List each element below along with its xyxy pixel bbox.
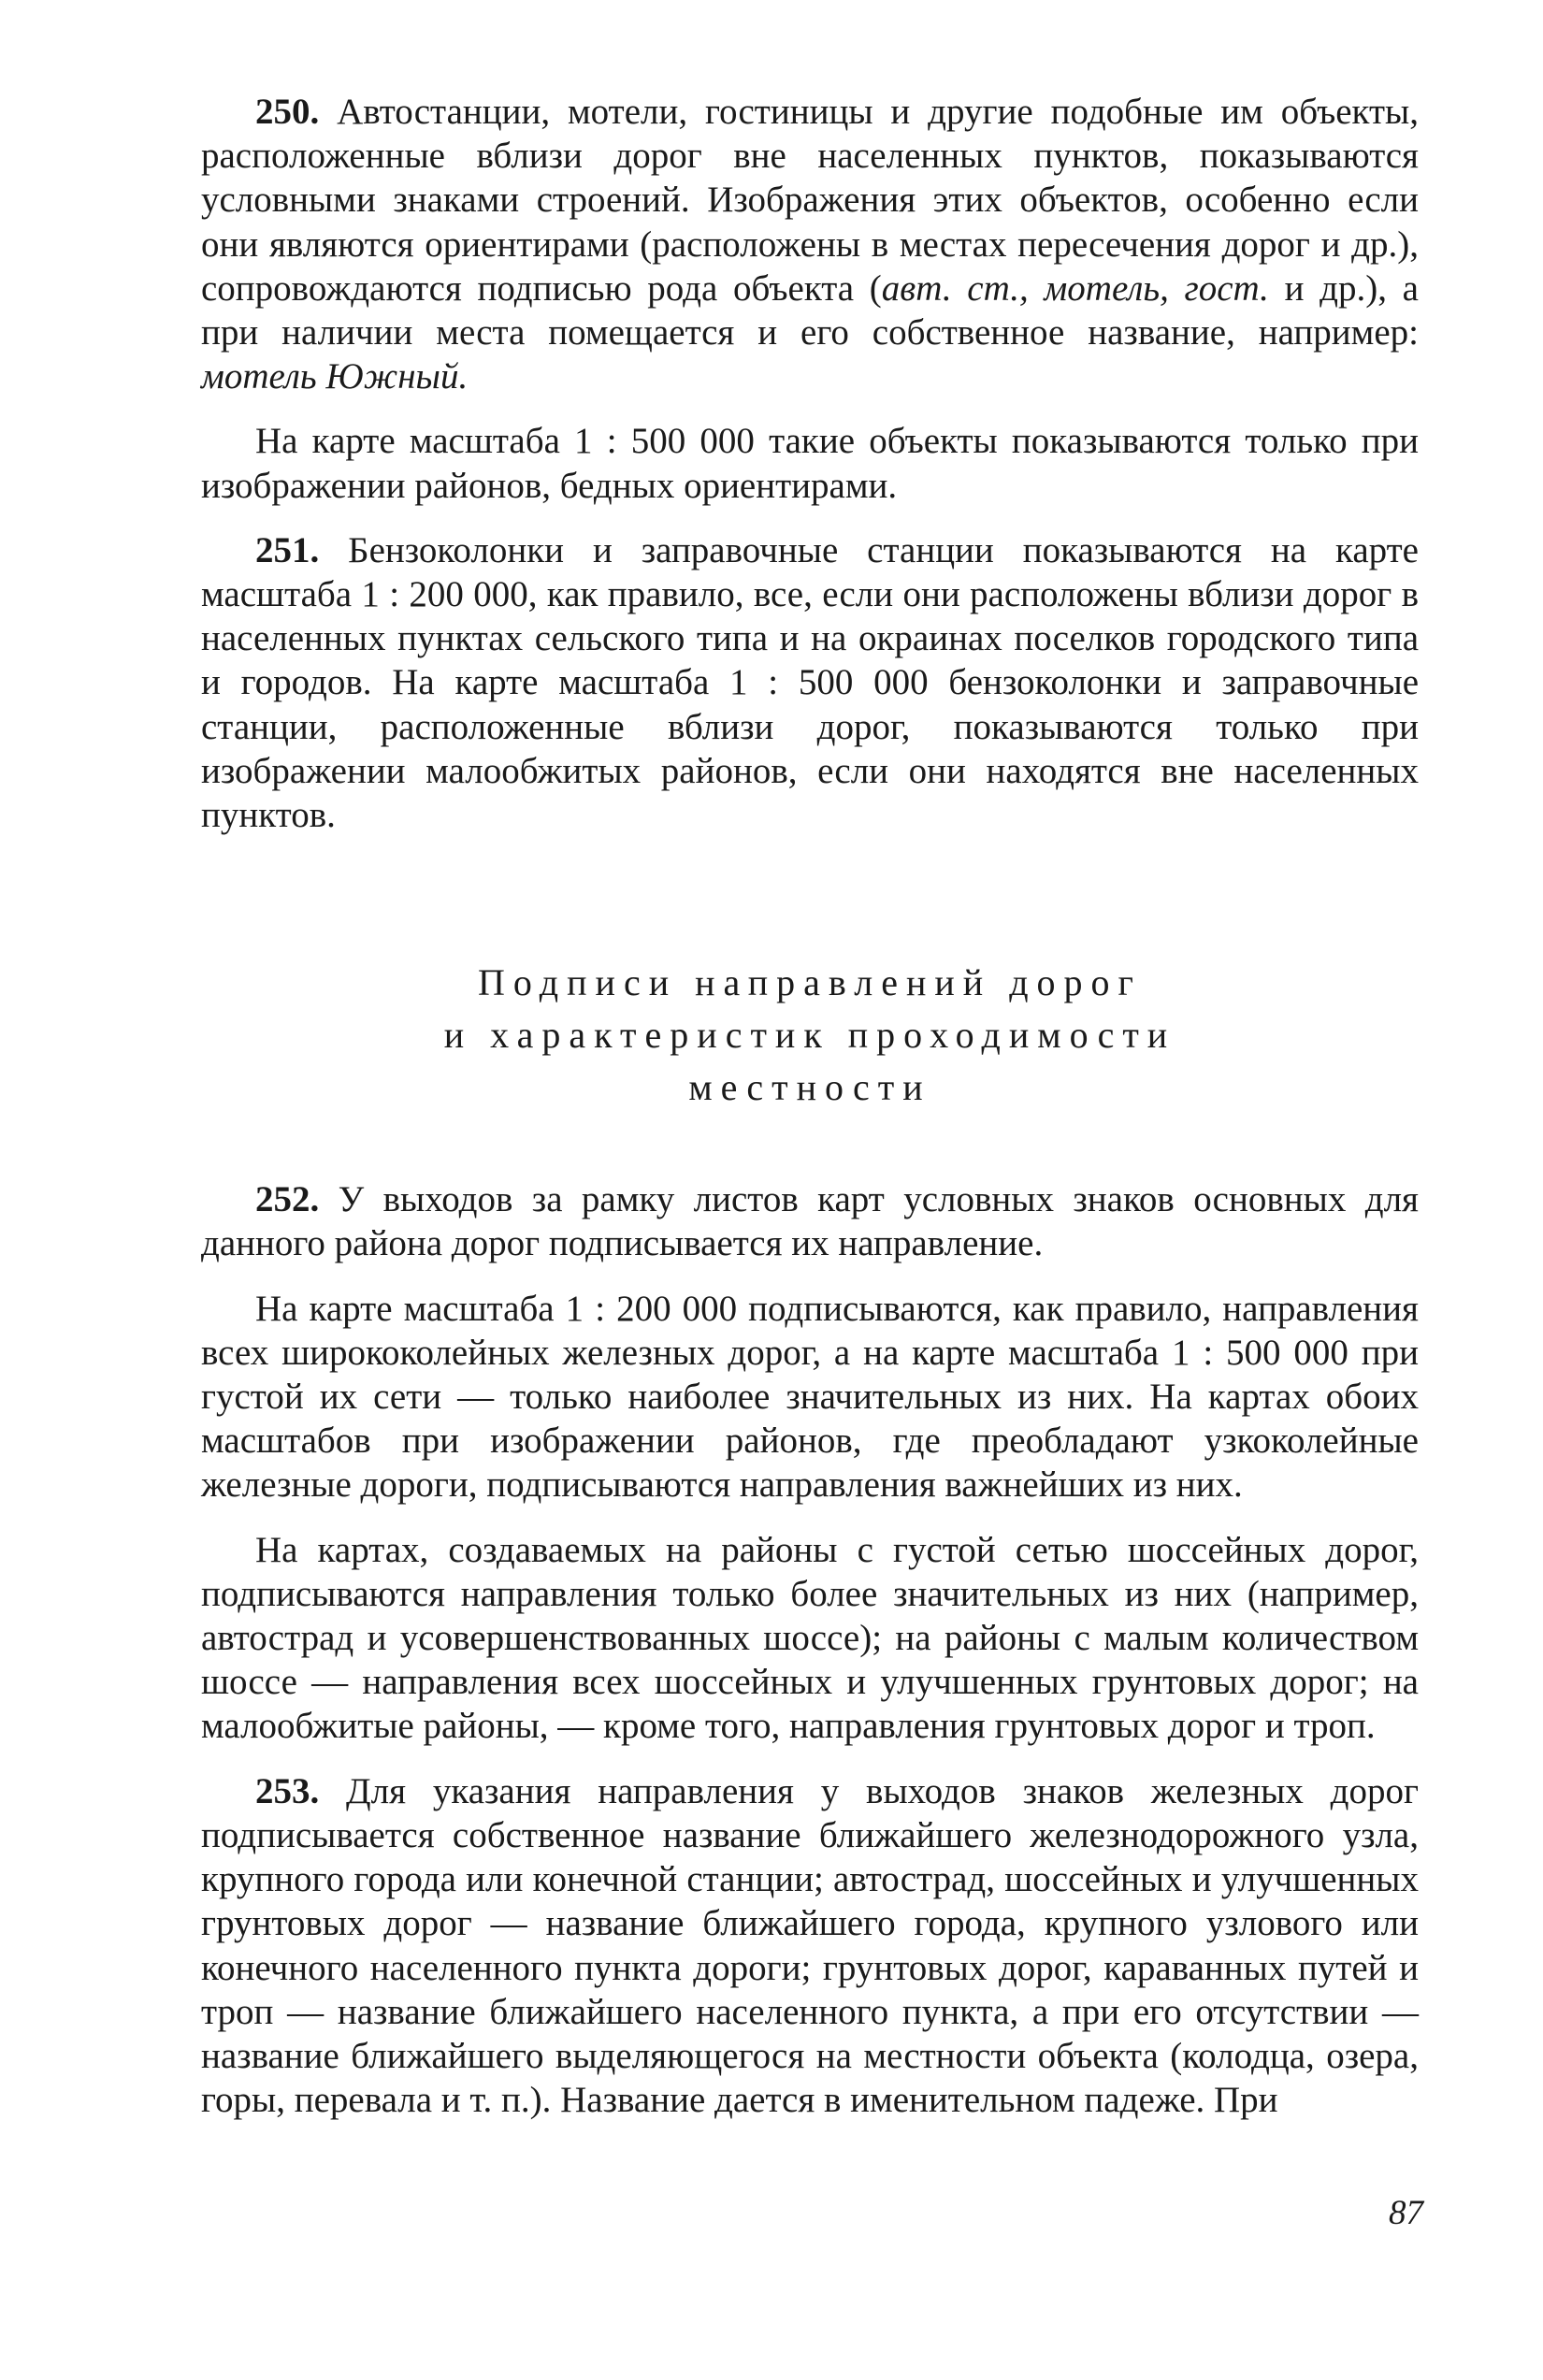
paragraph-number: 250. — [255, 92, 320, 132]
heading-line: Подписи направлений дорог — [478, 961, 1142, 1004]
paragraph-number: 252. — [255, 1179, 320, 1220]
paragraph-250-continued: На карте масштаба 1 : 500 000 такие объекты показываются только при изображении районов, бедных ориентирами. — [201, 421, 1419, 506]
paragraph-252-continued-2: На картах, создаваемых на районы с густой сетью шоссейных дорог, подписываются направления только более значительных из них (например, автострад и усовершенствованных шоссе); на районы с малым количеством шоссе — направления всех шоссейных и улучшенных грунтовых дорог; на малообжитые районы, — кроме того, направления грунтовых дорог и троп. — [201, 1529, 1419, 1747]
paragraph-number: 251. — [255, 529, 320, 570]
paragraph-252 — [201, 1177, 1419, 1265]
paragraph-text: и др.), а при наличии места помещается и его собственное название, например: — [201, 267, 1419, 353]
paragraph-251 — [201, 528, 1419, 837]
example-name: мотель Южный. — [201, 356, 469, 397]
paragraph-text: У выходов за рамку листов карт условных знаков основных для данного района дорог подписывается их направление. — [201, 1179, 1419, 1264]
paragraph-text: Бензоколонки и заправочные станции показываются на карте масштаба 1 : 200 000, как правило, все, если они расположены вблизи дорог в населенных пунктах сельского типа и на окраинах поселков городского типа и городов. На карте масштаба 1 : 500 000 бензоколонки и заправочные станции, расположенные вблизи дорог, показываются только при изображении малообжитых районов, если они находятся вне населенных пунктов. — [201, 529, 1419, 836]
page-body — [201, 90, 1419, 2122]
paragraph-text: Для указания направления у выходов знаков железных дорог подписывается собственное название ближайшего железнодорожного узла, крупного города или конечной станции; автострад, шоссейных и улучшенных грунтовых дорог — название ближайшего города, крупного узлового или конечного населенного пункта дороги; грунтовых дорог, караванных путей и троп — название ближайшего населенного пункта, а при его отсутствии — название ближайшего выделяющегося на местности объекта (колодца, озера, горы, перевала и т. п.). Название дается в именительном падеже. При — [201, 1770, 1419, 2121]
paragraph-250 — [201, 90, 1419, 398]
section-heading — [201, 957, 1419, 1114]
heading-line: местности — [688, 1066, 931, 1109]
paragraph-text: Автостанции, мотели, гостиницы и другие подобные им объекты, расположенные вблизи дорог вне населенных пунктов, показываются условными знаками строений. Изображения этих объектов, особенно если они являются ориентирами (расположены в местах пересечения дорог и др.), сопровождаются подписью рода объекта ( — [201, 92, 1419, 309]
page-number: 87 — [1389, 2194, 1423, 2232]
example-abbreviations: авт. ст., мотель, гост. — [881, 267, 1269, 309]
paragraph-number: 253. — [255, 1770, 320, 1811]
heading-line: и характеристик проходимости — [443, 1014, 1176, 1057]
paragraph-252-continued: На карте масштаба 1 : 200 000 подписываются, как правило, направления всех ширококолейных железных дорог, а на карте масштаба 1 : 500 000 при густой их сети — только наиболее значительных из них. На картах обоих масштабов при изображении районов, где преобладают узкоколейные железные дороги, подписываются направления важнейших из них. — [201, 1288, 1419, 1506]
paragraph-253 — [201, 1769, 1419, 2123]
